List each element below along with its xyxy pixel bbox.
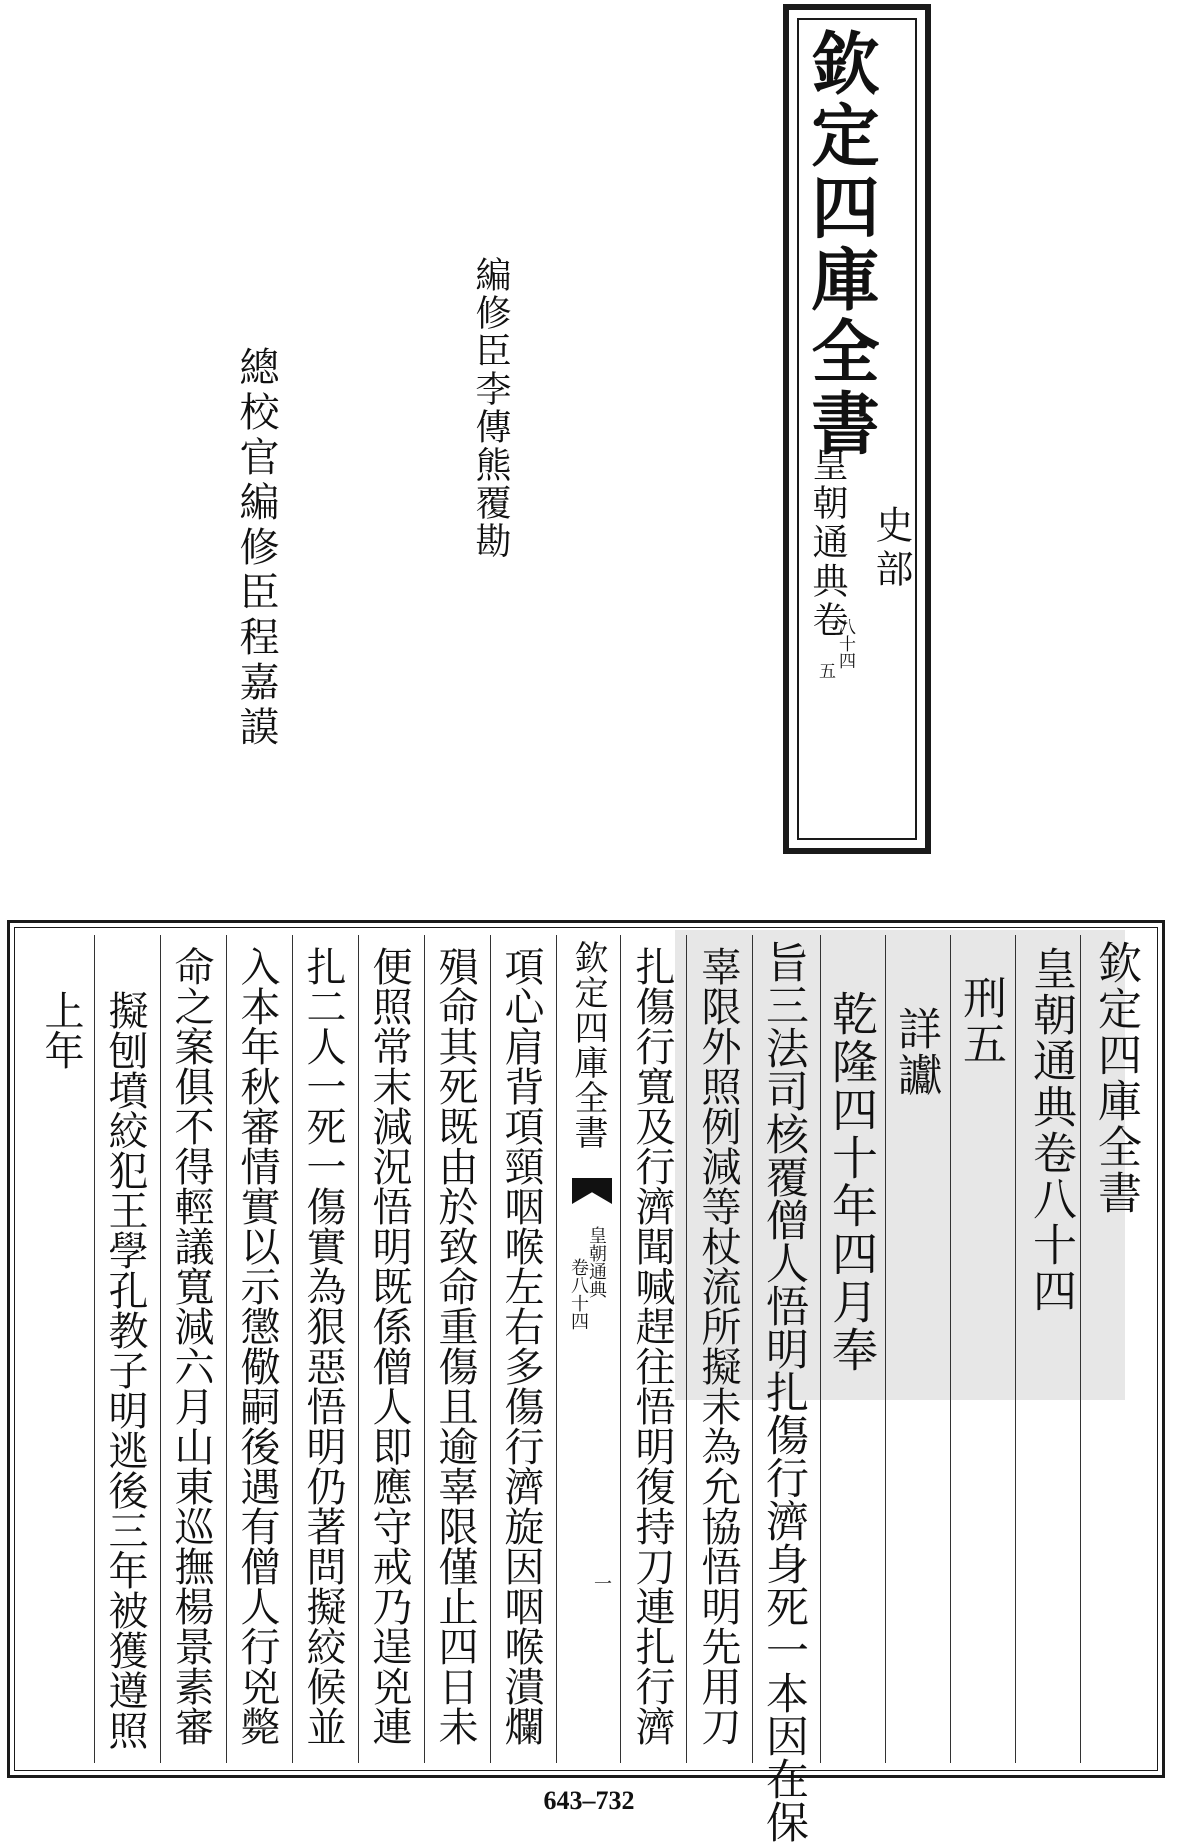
text-line: 乾隆四十年四月奉 xyxy=(825,990,879,1374)
column-rule xyxy=(556,935,557,1763)
fold-subtitle: 皇朝通典 xyxy=(586,1226,607,1298)
column-rule xyxy=(885,935,886,1763)
text-line: 命之案俱不得輕議寬減六月山東巡撫楊景素審 xyxy=(168,946,214,1746)
column-rule xyxy=(226,935,227,1763)
column-rule xyxy=(94,935,95,1763)
text-line: 上年 xyxy=(38,990,84,1070)
text-line: 殞命其死既由於致命重傷且逾辜限僅止四日未 xyxy=(432,946,478,1746)
collection-title: 欽定四庫全書 xyxy=(800,28,880,460)
section-heading: 刑五 xyxy=(955,975,1006,1067)
editor-credit: 編修臣李傳熊覆勘 xyxy=(470,256,511,560)
column-rule xyxy=(820,935,821,1763)
subsection-heading: 詳讞 xyxy=(890,1006,941,1098)
column-rule xyxy=(358,935,359,1763)
text-line: 擬刨墳絞犯王學孔教子明逃後三年被獲遵照 xyxy=(102,990,148,1750)
book-volume-line: 皇朝通典卷八十四 xyxy=(1025,946,1076,1314)
page-reference: 643–732 xyxy=(543,1786,635,1815)
column-rule xyxy=(1015,935,1016,1763)
column-rule xyxy=(686,935,687,1763)
page-header-title: 欽定四庫全書 xyxy=(1090,940,1141,1216)
text-line: 旨三法司核覆僧人悟明扎傷行濟身死一本因在保 xyxy=(759,940,809,1843)
text-line: 入本年秋審情實以示懲儆嗣後遇有僧人行兇斃 xyxy=(234,946,280,1746)
column-rule xyxy=(292,935,293,1763)
fold-title: 欽定四庫全書 xyxy=(568,940,608,1150)
column-rule xyxy=(424,935,425,1763)
text-line: 扎傷行寬及行濟聞喊趕往悟明復持刀連扎行濟 xyxy=(629,946,675,1746)
column-rule xyxy=(752,935,753,1763)
column-rule xyxy=(160,935,161,1763)
volume-number-b: 五 xyxy=(815,662,835,679)
column-rule xyxy=(490,935,491,1763)
column-rule xyxy=(620,935,621,1763)
category-label: 史部 xyxy=(869,505,913,593)
fold-volume: 卷八十四 xyxy=(568,1258,589,1330)
book-title: 皇朝通典卷 xyxy=(807,445,848,640)
column-rule xyxy=(950,935,951,1763)
chief-editor-credit: 總校官編修臣程嘉謨 xyxy=(233,346,279,751)
text-line: 項心肩背項頸咽喉左右多傷行濟旋因咽喉潰爛 xyxy=(498,946,544,1746)
text-line: 便照常末減況悟明既係僧人即應守戒乃逞兇連 xyxy=(366,946,412,1746)
text-line: 辜限外照例減等杖流所擬未為允協悟明先用刀 xyxy=(695,946,741,1746)
text-line: 扎二人一死一傷實為狠惡悟明仍著問擬絞候並 xyxy=(300,946,346,1746)
fold-page-number: 一 xyxy=(591,1574,612,1592)
volume-number-a: 八十四 xyxy=(835,618,855,669)
column-rule xyxy=(1080,935,1081,1763)
